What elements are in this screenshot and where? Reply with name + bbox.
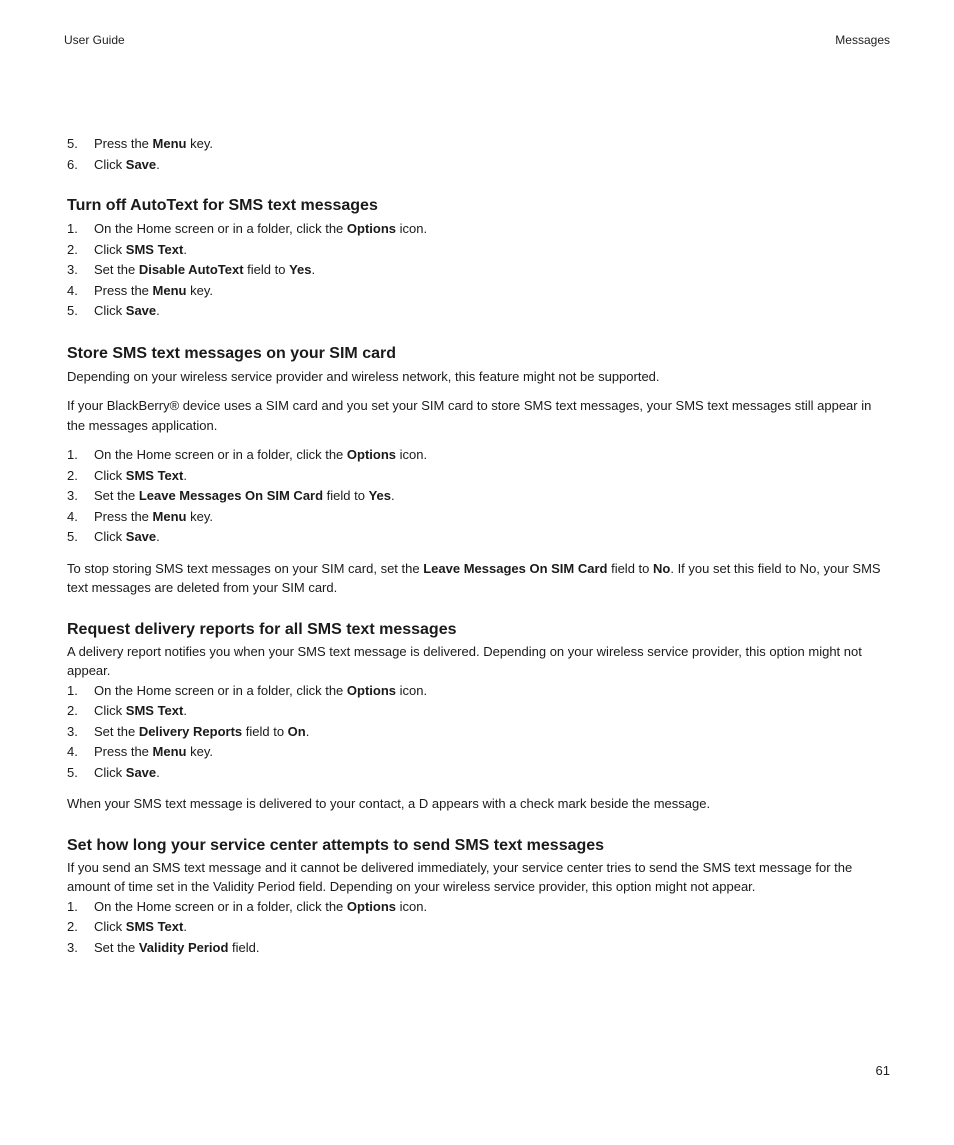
step-text <box>94 281 213 302</box>
step-number: 4. <box>67 508 78 524</box>
text-run: Set the <box>94 262 139 277</box>
text-run: On the Home screen or in a folder, click the <box>94 682 347 698</box>
ui-term: No <box>653 560 671 576</box>
text-run: . <box>311 262 316 277</box>
list-item <box>67 445 892 466</box>
ui-term: SMS Text <box>125 241 184 257</box>
list-item <box>67 219 892 240</box>
running-header-left: User Guide <box>64 33 125 47</box>
step-number: 4. <box>67 744 78 759</box>
list-item <box>67 701 892 722</box>
ui-term: SMS Text <box>125 919 184 934</box>
section-heading-validity-period: Set how long your service center attempts to send SMS text messages <box>67 836 605 854</box>
step-text <box>94 938 259 959</box>
ui-term: Options <box>346 898 397 914</box>
text-run: Click <box>94 919 126 934</box>
ui-term: Menu <box>152 508 187 524</box>
page-number: 61 <box>875 1063 890 1078</box>
text-run: icon. <box>396 898 428 914</box>
list-item <box>67 742 892 763</box>
step-number: 4. <box>67 282 78 298</box>
list-item <box>67 134 892 155</box>
list-item <box>67 938 892 959</box>
step-number: 5. <box>67 303 78 318</box>
step-text <box>94 260 315 281</box>
list-item <box>67 681 892 702</box>
ui-term: Menu <box>152 744 187 759</box>
delivery-outro <box>67 794 892 814</box>
list-item <box>67 281 892 302</box>
text-run: When your SMS text message is delivered to your contact, a D appears with a check mark beside the message. <box>67 796 711 811</box>
step-text <box>94 527 160 548</box>
step-number: 3. <box>67 488 78 503</box>
text-run: Set the <box>94 723 139 739</box>
ui-term: Menu <box>152 282 187 298</box>
text-run: Press the <box>94 508 153 524</box>
ui-term: Yes <box>368 488 392 503</box>
text-run: field to <box>242 723 288 739</box>
text-run: . <box>183 241 187 257</box>
text-run: Click <box>94 303 126 318</box>
text-run: On the Home screen or in a folder, click the <box>94 898 347 914</box>
text-run: . <box>183 467 187 483</box>
text-run: . <box>183 919 187 934</box>
step-text <box>94 681 427 702</box>
continued-steps <box>67 134 892 175</box>
step-number: 2. <box>67 467 78 483</box>
ui-term: Yes <box>289 262 312 277</box>
ui-term: Options <box>346 447 397 462</box>
step-number: 3. <box>67 723 78 739</box>
ui-term: Disable AutoText <box>138 262 244 277</box>
ui-term: Leave Messages On SIM Card <box>423 560 608 576</box>
step-text <box>94 722 309 743</box>
step-number: 2. <box>67 241 78 257</box>
step-text <box>94 763 160 784</box>
step-text <box>94 466 187 487</box>
step-number: 2. <box>67 703 78 718</box>
ui-term: SMS Text <box>125 467 184 483</box>
text-run: key. <box>186 136 213 151</box>
text-run: . <box>156 156 160 172</box>
ui-term: SMS Text <box>125 703 184 718</box>
text-run: key. <box>186 508 213 524</box>
list-item <box>67 240 892 261</box>
page-content <box>67 134 892 958</box>
text-run: Click <box>94 529 126 544</box>
list-item <box>67 897 892 918</box>
text-run: . <box>156 529 160 544</box>
text-run: To stop storing SMS text messages on your SIM card, set the <box>67 560 424 576</box>
steps-sim-card <box>67 445 892 548</box>
ui-term: Options <box>346 221 397 236</box>
text-run: field to <box>243 262 290 277</box>
ui-term: Save <box>125 303 157 318</box>
text-run: Press the <box>94 136 153 151</box>
ui-term: Save <box>125 156 157 172</box>
ui-term: Delivery Reports <box>138 723 243 739</box>
list-item <box>67 486 892 507</box>
list-item <box>67 763 892 784</box>
step-text <box>94 742 213 763</box>
section-heading-autotext: Turn off AutoText for SMS text messages <box>67 197 378 214</box>
step-number: 3. <box>67 262 78 277</box>
ui-term: On <box>287 723 306 739</box>
text-run: On the Home screen or in a folder, click the <box>94 221 347 236</box>
text-run: Set the <box>94 939 139 955</box>
text-run: Set the <box>94 488 139 503</box>
text-run: Click <box>94 764 126 780</box>
text-run: . <box>156 303 160 318</box>
text-run: Press the <box>94 744 153 759</box>
ui-term: Save <box>125 764 157 780</box>
text-run: Click <box>94 703 126 718</box>
ui-term: Options <box>346 682 397 698</box>
sim-intro-1 <box>67 367 892 387</box>
step-number: 1. <box>67 447 78 462</box>
list-item <box>67 917 892 938</box>
sim-intro-2 <box>67 396 892 435</box>
text-run: key. <box>186 282 213 298</box>
text-run: Depending on your wireless service provider and wireless network, this feature might not be supported. <box>67 368 660 384</box>
step-text <box>94 445 427 466</box>
list-item <box>67 466 892 487</box>
step-text <box>94 701 187 722</box>
step-number: 1. <box>67 221 78 236</box>
step-text <box>94 486 395 507</box>
step-text <box>94 155 160 176</box>
text-run: . If you set this field to No, your SMS text messages are deleted from your SIM card. <box>67 560 881 595</box>
step-number: 1. <box>67 682 78 698</box>
ui-term: Menu <box>152 136 187 151</box>
text-run: Click <box>94 467 126 483</box>
list-item <box>67 507 892 528</box>
list-item <box>67 722 892 743</box>
text-run: . <box>305 723 310 739</box>
step-text <box>94 897 427 918</box>
step-number: 2. <box>67 919 78 934</box>
text-run: key. <box>186 744 213 759</box>
text-run: On the Home screen or in a folder, click the <box>94 447 347 462</box>
validity-intro <box>67 858 892 897</box>
step-text <box>94 301 160 322</box>
step-number: 6. <box>67 156 78 172</box>
steps-delivery-reports <box>67 681 892 784</box>
list-item <box>67 155 892 176</box>
running-header-right: Messages <box>835 33 890 47</box>
step-text <box>94 240 187 261</box>
text-run: field. <box>228 939 260 955</box>
text-run: If you send an SMS text message and it cannot be delivered immediately, your service center tries to send the SMS text message for the amount of time set in the Validity Period field. Depending on your wireless service provider, this option might not appear. <box>67 859 853 894</box>
text-run: field to <box>323 488 369 503</box>
delivery-intro <box>67 642 892 681</box>
text-run: icon. <box>396 447 428 462</box>
text-run: . <box>183 703 187 718</box>
list-item <box>67 527 892 548</box>
text-run: field to <box>607 560 653 576</box>
text-run: icon. <box>396 682 428 698</box>
step-text <box>94 134 213 155</box>
text-run: If your BlackBerry® device uses a SIM card and you set your SIM card to store SMS text messages, your SMS text messages still appear in the messages application. <box>67 398 872 433</box>
step-number: 3. <box>67 939 78 955</box>
steps-validity-period <box>67 897 892 959</box>
text-run: Click <box>94 241 126 257</box>
step-text <box>94 917 187 938</box>
text-run: Press the <box>94 282 153 298</box>
ui-term: Validity Period <box>138 939 229 955</box>
steps-autotext <box>67 219 892 322</box>
step-text <box>94 507 213 528</box>
text-run: icon. <box>396 221 428 236</box>
ui-term: Leave Messages On SIM Card <box>138 488 324 503</box>
sim-outro <box>67 559 892 598</box>
section-heading-sim-card: Store SMS text messages on your SIM card <box>67 344 396 362</box>
text-run: . <box>156 764 160 780</box>
ui-term: Save <box>125 529 157 544</box>
text-run: A delivery report notifies you when your SMS text message is delivered. Depending on your wireless service provider, this option might not appear. <box>67 643 862 678</box>
step-number: 1. <box>67 898 78 914</box>
text-run: Click <box>94 156 126 172</box>
list-item <box>67 301 892 322</box>
step-number: 5. <box>67 529 78 544</box>
text-run: . <box>391 488 395 503</box>
step-number: 5. <box>67 136 78 151</box>
section-heading-delivery-reports: Request delivery reports for all SMS text messages <box>67 620 457 638</box>
step-text <box>94 219 427 240</box>
list-item <box>67 260 892 281</box>
step-number: 5. <box>67 764 78 780</box>
